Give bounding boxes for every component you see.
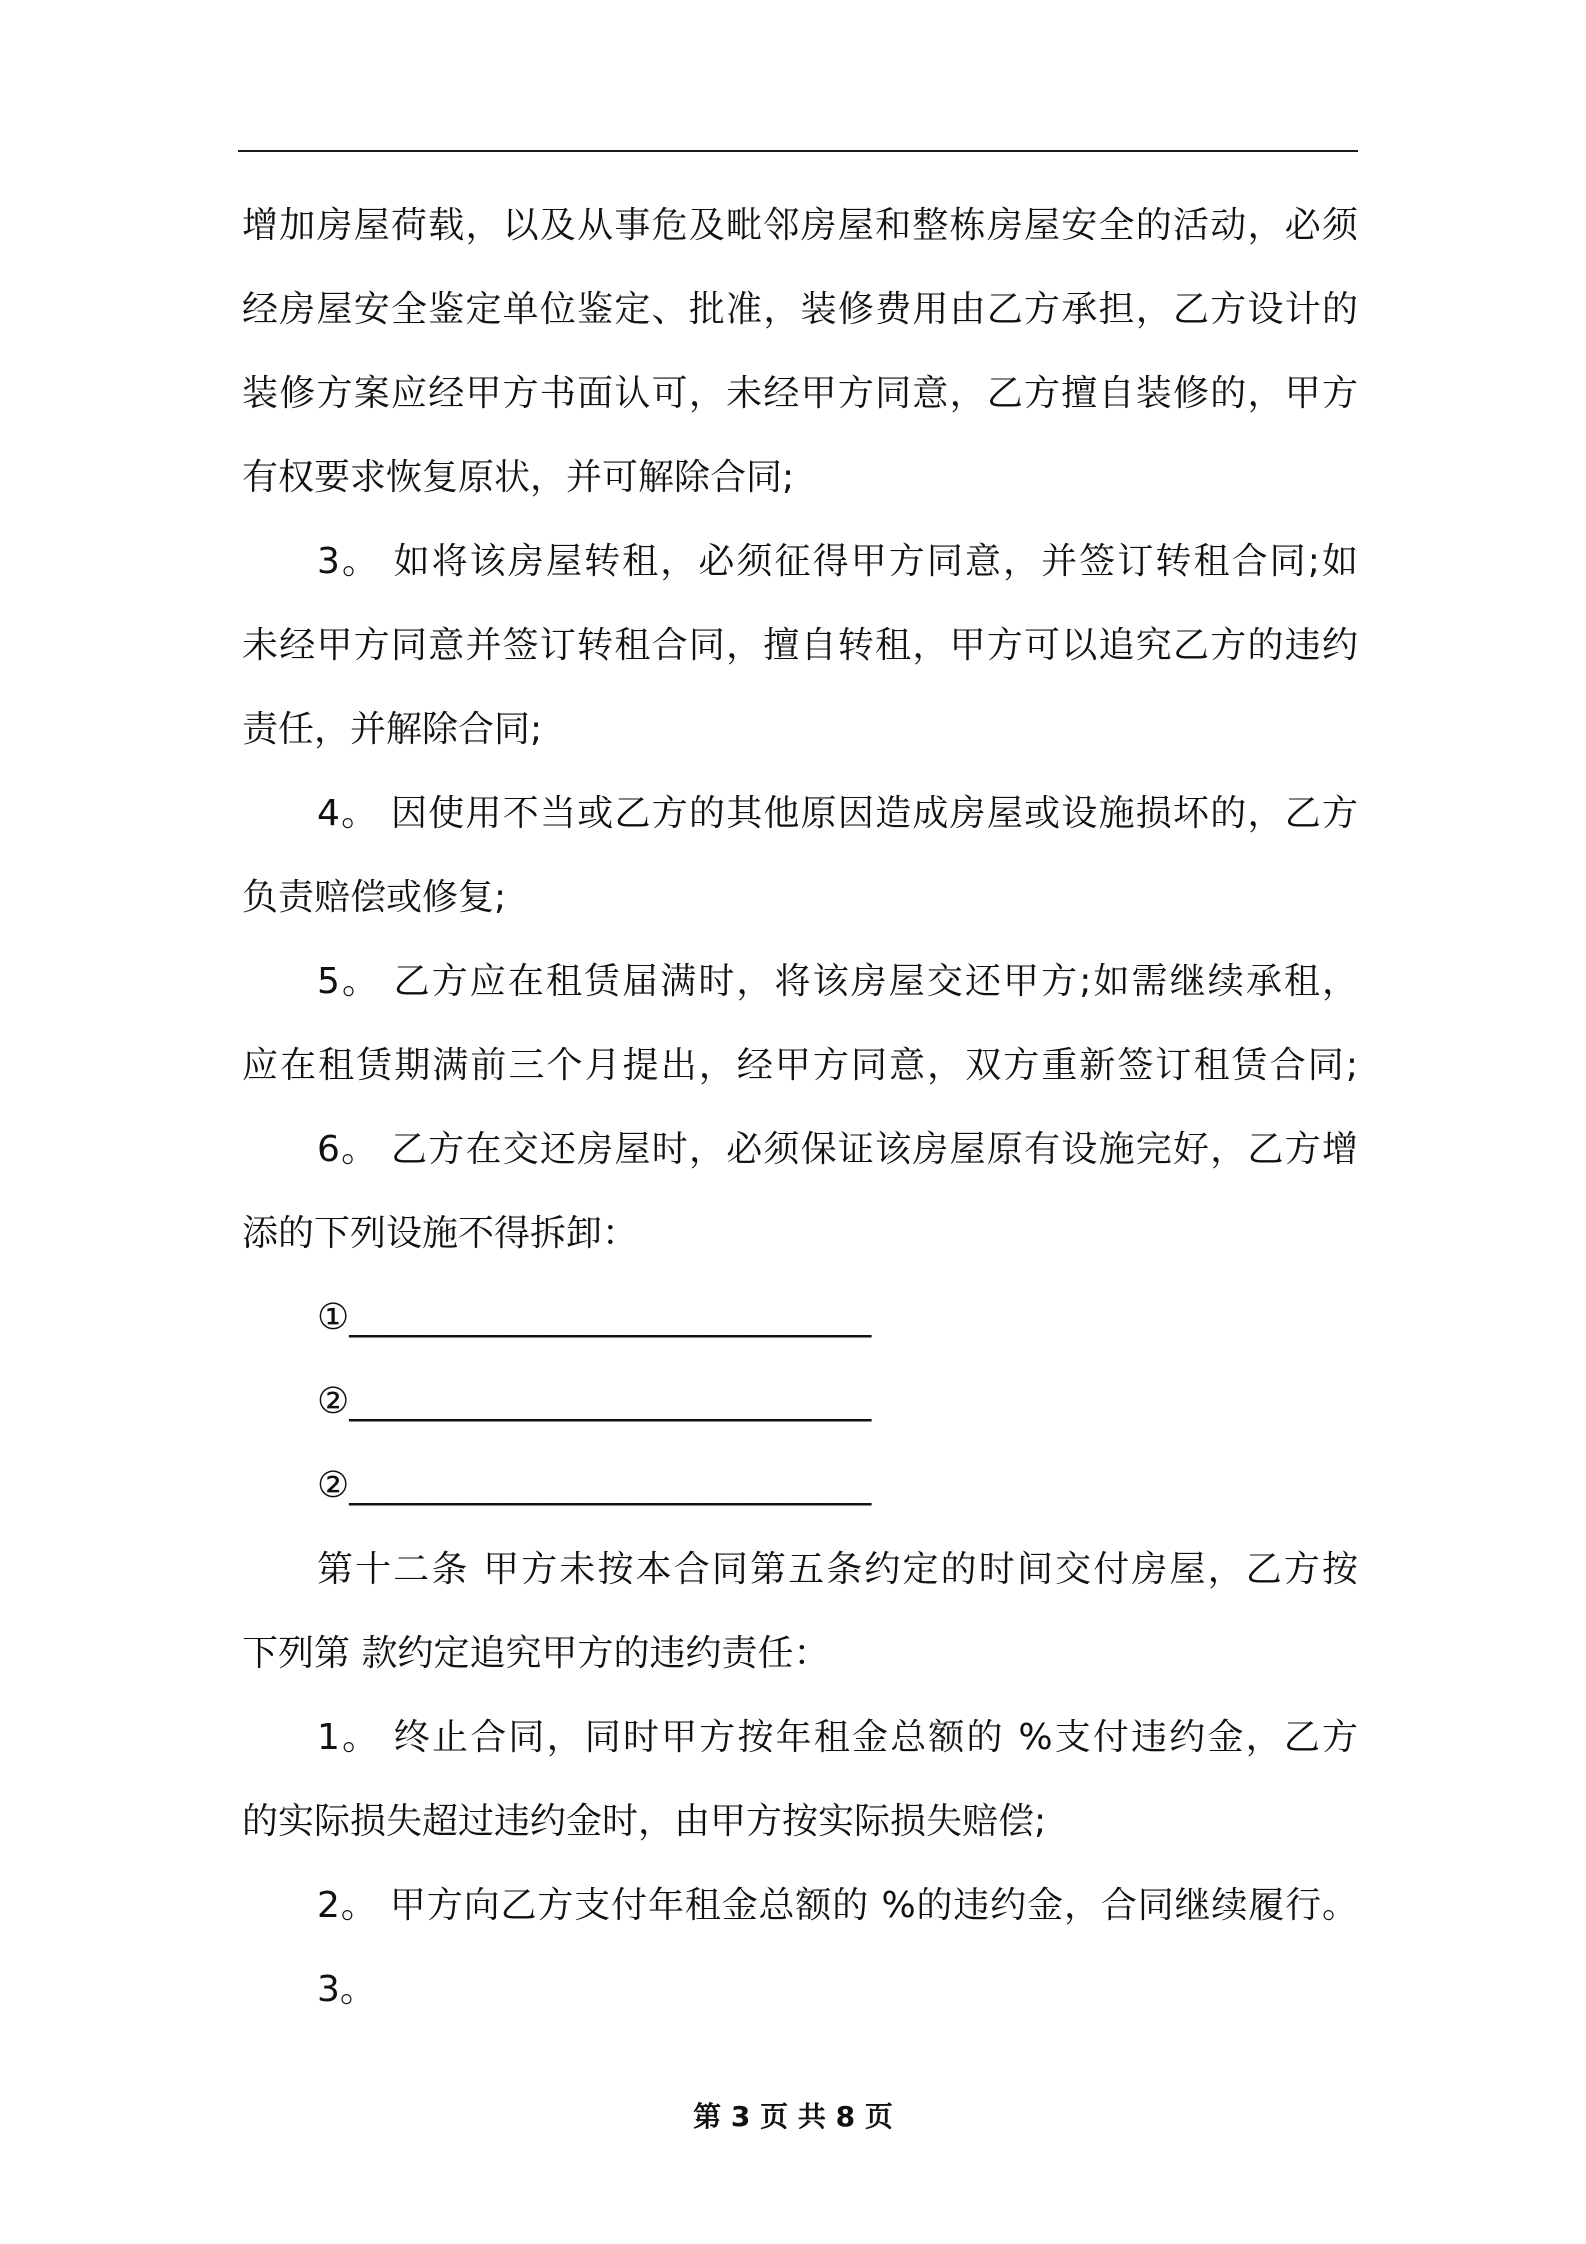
text-line: 有权要求恢复原状，并可解除合同; (242, 457, 795, 498)
text-line: 责任，并解除合同; (242, 709, 543, 750)
fill-in-blank-2: ②_____________________________ (317, 1381, 872, 1422)
fill-in-blank-1: ①_____________________________ (317, 1297, 872, 1338)
text-line: 经房屋安全鉴定单位鉴定、批准，装修费用由乙方承担，乙方设计的 (242, 289, 1358, 330)
header-divider (238, 150, 1358, 152)
document-body (242, 184, 1358, 2032)
clause-item-4: 4。 因使用不当或乙方的其他原因造成房屋或设施损坏的，乙方 (317, 793, 1358, 834)
text-line: 的实际损失超过违约金时，由甲方按实际损失赔偿; (242, 1801, 1047, 1842)
clause-item-3: 3。 如将该房屋转租，必须征得甲方同意，并签订转租合同;如 (317, 541, 1358, 582)
page-number: 第 3 页 共 8 页 (693, 2100, 893, 2133)
text-line: 未经甲方同意并签订转租合同，擅自转租，甲方可以追究乙方的违约 (242, 625, 1358, 666)
fill-in-blank-3: ②_____________________________ (317, 1465, 872, 1506)
text-line: 添的下列设施不得拆卸： (242, 1213, 639, 1254)
text-line: 负责赔偿或修复; (242, 877, 507, 918)
penalty-item-2: 2。 甲方向乙方支付年租金总额的 %的违约金，合同继续履行。 (317, 1885, 1358, 1926)
penalty-item-3: 3。 (317, 1969, 376, 2010)
text-line: 装修方案应经甲方书面认可，未经甲方同意，乙方擅自装修的，甲方 (242, 373, 1358, 414)
clause-item-6: 6。 乙方在交还房屋时，必须保证该房屋原有设施完好，乙方增 (317, 1129, 1358, 1170)
penalty-item-1: 1。 终止合同，同时甲方按年租金总额的 %支付违约金，乙方 (317, 1717, 1358, 1758)
text-line: 下列第 款约定追究甲方的违约责任： (242, 1633, 830, 1674)
clause-item-5: 5。 乙方应在租赁届满时，将该房屋交还甲方;如需继续承租， (317, 961, 1358, 1002)
text-line: 应在租赁期满前三个月提出，经甲方同意，双方重新签订租赁合同; (242, 1045, 1358, 1086)
text-line: 增加房屋荷载，以及从事危及毗邻房屋和整栋房屋安全的活动，必须 (242, 205, 1358, 246)
article-12-heading: 第十二条 甲方未按本合同第五条约定的时间交付房屋，乙方按 (317, 1549, 1358, 1590)
